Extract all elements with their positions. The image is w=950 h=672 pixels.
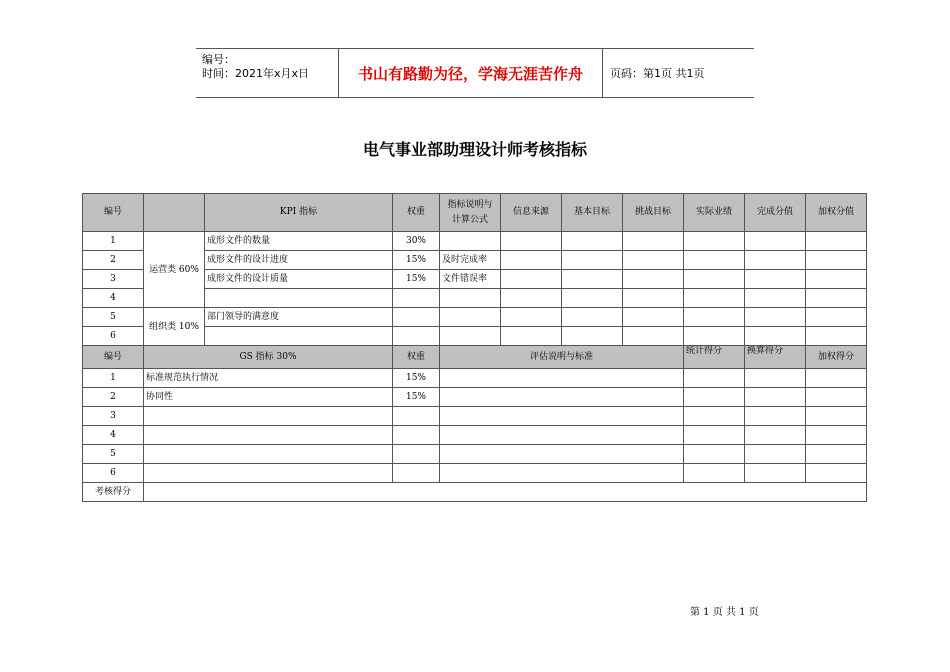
header-source: 信息来源 bbox=[501, 194, 562, 232]
gs-header-stat: 统计得分 bbox=[684, 346, 745, 369]
gs-row bbox=[83, 388, 867, 407]
gs-weight bbox=[393, 445, 440, 464]
gs-row bbox=[83, 464, 867, 483]
kpi-name: 部门领导的满意度 bbox=[205, 308, 393, 327]
cell[interactable] bbox=[806, 426, 867, 445]
kpi-name: 成形文件的数量 bbox=[205, 232, 393, 251]
cell[interactable] bbox=[806, 270, 867, 289]
gs-header-row bbox=[83, 346, 867, 369]
cell[interactable] bbox=[684, 270, 745, 289]
gs-name: 标准规范执行情况 bbox=[144, 369, 393, 388]
cell[interactable] bbox=[745, 251, 806, 270]
kpi-group-label: 运营类 60% bbox=[144, 232, 205, 308]
header-challenge: 挑战目标 bbox=[623, 194, 684, 232]
header-weight: 权重 bbox=[393, 194, 440, 232]
gs-id: 1 bbox=[83, 369, 144, 388]
cell[interactable] bbox=[562, 270, 623, 289]
cell[interactable] bbox=[684, 407, 745, 426]
cell[interactable] bbox=[562, 308, 623, 327]
kpi-row bbox=[83, 232, 867, 251]
gs-weight: 15% bbox=[393, 388, 440, 407]
cell[interactable] bbox=[806, 388, 867, 407]
kpi-formula: 文件错误率 bbox=[440, 270, 501, 289]
gs-name bbox=[144, 426, 393, 445]
kpi-formula bbox=[440, 308, 501, 327]
kpi-group-label: 组织类 10% bbox=[144, 308, 205, 346]
cell[interactable] bbox=[745, 426, 806, 445]
cell[interactable] bbox=[745, 270, 806, 289]
gs-name bbox=[144, 464, 393, 483]
kpi-id: 5 bbox=[83, 308, 144, 327]
cell[interactable] bbox=[623, 270, 684, 289]
kpi-weight bbox=[393, 327, 440, 346]
gs-header-eval: 评估说明与标准 bbox=[440, 346, 684, 369]
gs-name bbox=[144, 445, 393, 464]
cell[interactable] bbox=[623, 232, 684, 251]
cell[interactable] bbox=[623, 308, 684, 327]
assessment-table bbox=[82, 193, 867, 502]
header-score: 完成分值 bbox=[745, 194, 806, 232]
kpi-name bbox=[205, 289, 393, 308]
cell[interactable] bbox=[440, 445, 684, 464]
kpi-formula bbox=[440, 289, 501, 308]
cell[interactable] bbox=[745, 407, 806, 426]
cell[interactable] bbox=[684, 308, 745, 327]
cell[interactable] bbox=[501, 251, 562, 270]
gs-id: 3 bbox=[83, 407, 144, 426]
cell[interactable] bbox=[745, 232, 806, 251]
page-title: 电气事业部助理设计师考核指标 bbox=[362, 140, 587, 159]
kpi-row bbox=[83, 308, 867, 327]
cell[interactable] bbox=[684, 289, 745, 308]
kpi-id: 4 bbox=[83, 289, 144, 308]
gs-weight bbox=[393, 426, 440, 445]
cell[interactable] bbox=[684, 369, 745, 388]
cell[interactable] bbox=[806, 369, 867, 388]
cell[interactable] bbox=[745, 464, 806, 483]
cell[interactable] bbox=[501, 289, 562, 308]
gs-weight: 15% bbox=[393, 369, 440, 388]
cell[interactable] bbox=[745, 327, 806, 346]
cell[interactable] bbox=[440, 407, 684, 426]
kpi-name bbox=[205, 327, 393, 346]
cell[interactable] bbox=[806, 251, 867, 270]
page-label: 页码：第1页 共1页 bbox=[610, 67, 705, 80]
kpi-weight bbox=[393, 308, 440, 327]
cell[interactable] bbox=[745, 289, 806, 308]
gs-id: 2 bbox=[83, 388, 144, 407]
cell[interactable] bbox=[684, 464, 745, 483]
gs-row bbox=[83, 369, 867, 388]
cell[interactable] bbox=[806, 327, 867, 346]
cell[interactable] bbox=[745, 388, 806, 407]
header-meta bbox=[202, 49, 340, 101]
cell[interactable] bbox=[562, 232, 623, 251]
cell[interactable] bbox=[806, 407, 867, 426]
kpi-id: 6 bbox=[83, 327, 144, 346]
gs-weight bbox=[393, 464, 440, 483]
page-footer: 第 1 页 共 1 页 bbox=[690, 607, 759, 618]
cell[interactable] bbox=[745, 445, 806, 464]
kpi-formula: 及时完成率 bbox=[440, 251, 501, 270]
cell[interactable] bbox=[440, 426, 684, 445]
kpi-name: 成形文件的设计进度 bbox=[205, 251, 393, 270]
cell[interactable] bbox=[501, 308, 562, 327]
cell[interactable] bbox=[440, 388, 684, 407]
cell[interactable] bbox=[440, 464, 684, 483]
cell[interactable] bbox=[684, 327, 745, 346]
gs-name: 协同性 bbox=[144, 388, 393, 407]
gs-header-conv: 换算得分 bbox=[745, 346, 806, 369]
header-formula-line2: 计算公式 bbox=[451, 214, 488, 225]
header-kpi: KPI 指标 bbox=[205, 194, 393, 232]
total-label: 考核得分 bbox=[83, 483, 144, 502]
header-actual: 实际业绩 bbox=[684, 194, 745, 232]
number-label: 编号： bbox=[202, 53, 235, 66]
gs-id: 4 bbox=[83, 426, 144, 445]
gs-id: 5 bbox=[83, 445, 144, 464]
gs-header-weight: 权重 bbox=[393, 346, 440, 369]
cell[interactable] bbox=[440, 369, 684, 388]
gs-header-gs: GS 指标 30% bbox=[144, 346, 393, 369]
header-formula bbox=[440, 194, 501, 232]
gs-row bbox=[83, 445, 867, 464]
kpi-name: 成形文件的设计质量 bbox=[205, 270, 393, 289]
kpi-formula bbox=[440, 232, 501, 251]
gs-header-id: 编号 bbox=[83, 346, 144, 369]
cell[interactable] bbox=[745, 369, 806, 388]
document-header bbox=[196, 48, 754, 98]
date-label: 时间：2021年x月x日 bbox=[202, 67, 310, 80]
header-id: 编号 bbox=[83, 194, 144, 232]
gs-header-weighted: 加权得分 bbox=[806, 346, 867, 369]
kpi-weight bbox=[393, 289, 440, 308]
kpi-header-row bbox=[83, 194, 867, 232]
cell[interactable] bbox=[806, 445, 867, 464]
header-base: 基本目标 bbox=[562, 194, 623, 232]
cell[interactable] bbox=[562, 289, 623, 308]
header-formula-line1: 指标说明与 bbox=[447, 199, 493, 210]
gs-row bbox=[83, 426, 867, 445]
cell[interactable] bbox=[745, 308, 806, 327]
cell[interactable] bbox=[684, 251, 745, 270]
cell[interactable] bbox=[684, 426, 745, 445]
kpi-weight: 15% bbox=[393, 270, 440, 289]
cell[interactable] bbox=[501, 232, 562, 251]
cell[interactable] bbox=[623, 327, 684, 346]
cell[interactable] bbox=[806, 308, 867, 327]
gs-row bbox=[83, 407, 867, 426]
kpi-id: 1 bbox=[83, 232, 144, 251]
total-value-cell[interactable] bbox=[144, 483, 867, 502]
cell[interactable] bbox=[501, 327, 562, 346]
cell[interactable] bbox=[684, 445, 745, 464]
gs-name bbox=[144, 407, 393, 426]
header-weighted: 加权分值 bbox=[806, 194, 867, 232]
cell[interactable] bbox=[562, 327, 623, 346]
header-motto: 书山有路勤为径，学海无涯苦作舟 bbox=[357, 64, 583, 83]
kpi-weight: 30% bbox=[393, 232, 440, 251]
kpi-formula bbox=[440, 327, 501, 346]
cell[interactable] bbox=[501, 270, 562, 289]
kpi-id: 3 bbox=[83, 270, 144, 289]
kpi-id: 2 bbox=[83, 251, 144, 270]
cell[interactable] bbox=[562, 251, 623, 270]
cell[interactable] bbox=[623, 289, 684, 308]
kpi-weight: 15% bbox=[393, 251, 440, 270]
gs-id: 6 bbox=[83, 464, 144, 483]
cell[interactable] bbox=[623, 251, 684, 270]
total-row bbox=[83, 483, 867, 502]
gs-weight bbox=[393, 407, 440, 426]
cell[interactable] bbox=[806, 289, 867, 308]
cell[interactable] bbox=[806, 232, 867, 251]
header-divider bbox=[602, 49, 603, 97]
cell[interactable] bbox=[806, 464, 867, 483]
header-category bbox=[144, 194, 205, 232]
cell[interactable] bbox=[684, 388, 745, 407]
cell[interactable] bbox=[684, 232, 745, 251]
